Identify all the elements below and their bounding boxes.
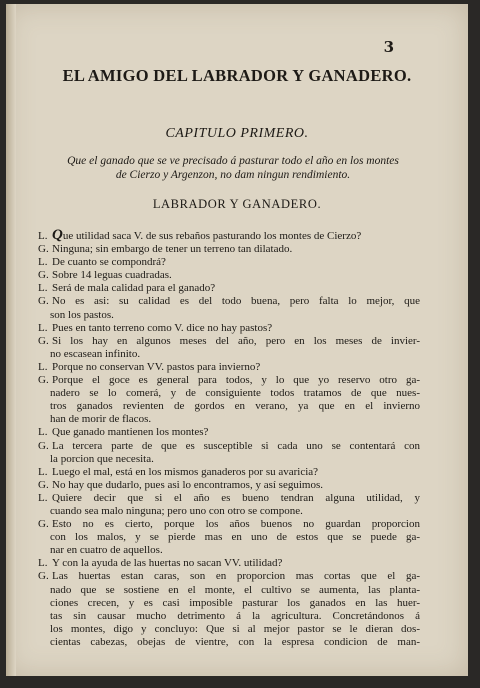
speaker-label: G. — [38, 295, 49, 308]
speaker-label: G. — [38, 570, 49, 583]
dialogue-text: Sobre 14 leguas cuadradas. — [52, 269, 172, 282]
dialogue-line — [38, 453, 420, 466]
book-page — [6, 4, 468, 676]
speaker-label: G. — [38, 439, 49, 452]
dialogue-text: Será de mala calidad para el ganado? — [52, 282, 216, 295]
dialogue-text: Ninguna; sin embargo de tener un terreno tan dilatado. — [52, 243, 293, 256]
dialogue-text: los montes, digo y concluyo: Que si al mejor pastor se le dieran dos- — [50, 622, 420, 635]
dialogue-line — [38, 466, 420, 479]
dialogue-text: Luego el mal, está en los mismos ganaderos por su avaricia? — [52, 465, 319, 478]
dialogue-line — [38, 335, 420, 348]
dialogue-text: Las huertas estan caras, son en proporcion mas cortas que el ga- — [52, 570, 420, 583]
dialogue-text: No es asi: su calidad es del todo buena, pero falta lo mejor, que — [52, 295, 420, 308]
speaker-label: G. — [38, 334, 49, 347]
dialogue-line — [38, 426, 420, 439]
dialogue-text: Esto no es cierto, porque los años buenos no guardan proporcion — [52, 518, 420, 531]
dialogue-line — [38, 531, 420, 544]
dialogue-line — [38, 610, 420, 623]
dialogue-line — [38, 623, 420, 636]
speaker-label: G. — [38, 518, 49, 531]
speaker-label: L. — [38, 321, 48, 334]
dialogue-text: tros ganados revienten de gordos en verano, ya que en el invierno — [50, 400, 420, 413]
dialogue-text: han de morir de flacos. — [50, 413, 152, 426]
dialogue-text: no escasean infinito. — [50, 347, 141, 360]
dialogue-text: Y con la ayuda de las huertas no sacan VV. utilidad? — [52, 557, 283, 570]
chapter-heading: CAPITULO PRIMERO. — [165, 126, 309, 141]
dialogue-text: son los pastos. — [50, 308, 114, 321]
dialogue-text: ciones crecen, y es casi imposible pasturar los ganados en las huer- — [50, 596, 420, 609]
dialogue-line — [38, 505, 420, 518]
dialogue-line — [38, 269, 420, 282]
dialogue-text: cientas cabezas, obejas de vientre, con la espresa condicion de man- — [50, 635, 420, 648]
dialogue-line — [38, 400, 420, 413]
dialogue-text: nar en cuatro de aquellos. — [50, 544, 163, 557]
dialogue-line — [38, 544, 420, 557]
speaker-label: G. — [38, 243, 49, 256]
speaker-label: L. — [38, 491, 48, 504]
dialogue-text: la porcion que necesita. — [50, 452, 154, 465]
dialogue-line — [38, 597, 420, 610]
speaker-label: L. — [38, 282, 48, 295]
dialogue-text: nadero se lo comerá, y de consiguiente todos tratamos de que nues- — [50, 387, 420, 400]
speaker-label: L. — [38, 426, 48, 439]
speaker-label: L. — [38, 360, 48, 373]
dialogue-text: ue utilidad saca V. de sus rebaños pasturando los montes de Cierzo? — [62, 230, 362, 242]
drop-cap: Q — [52, 229, 63, 243]
section-heading: LABRADOR Y GANADERO. — [152, 197, 322, 211]
dialogue-line — [38, 243, 420, 256]
dialogue-text: Pues en tanto terreno como V. dice no hay pastos? — [52, 321, 273, 334]
dialogue-text: Que ganado mantienen los montes? — [52, 426, 209, 439]
speaker-label: G. — [38, 374, 49, 387]
dialogue-text: cuando sea malo ninguna; pero uno con otro se compone. — [50, 504, 303, 517]
dialogue-line — [38, 282, 420, 295]
dialogue-text: con los malos, y se pierde mas en uno de estos que se puede ga- — [50, 531, 420, 544]
chapter-summary — [32, 154, 434, 182]
speaker-label: G. — [38, 478, 49, 491]
page-spine-shadow — [6, 4, 16, 676]
dialogue-line — [38, 440, 420, 453]
page-number: 3 — [383, 38, 394, 56]
dialogue-line — [38, 229, 420, 243]
dialogue-line — [38, 492, 420, 505]
dialogue-text: De cuanto se compondrá? — [52, 256, 166, 269]
dialogue-line — [38, 348, 420, 361]
dialogue-body — [38, 229, 420, 649]
dialogue-line — [38, 570, 420, 583]
speaker-label: L. — [38, 256, 48, 269]
speaker-label: L. — [38, 465, 48, 478]
dialogue-text: Porque el goce es general para todos, y lo que yo reservo otro ga- — [52, 374, 420, 387]
page-title: EL AMIGO DEL LABRADOR Y GANADERO. — [62, 66, 412, 85]
dialogue-line — [38, 557, 420, 570]
dialogue-line — [38, 309, 420, 322]
dialogue-line — [38, 636, 420, 649]
dialogue-line — [38, 295, 420, 308]
speaker-label: L. — [38, 557, 48, 570]
speaker-label: L. — [38, 230, 48, 242]
dialogue-line — [38, 256, 420, 269]
dialogue-text: tas sin causar mucho detrimento á la agricultura. Concretándonos á — [50, 609, 420, 622]
dialogue-text: Si los hay en algunos meses del año, pero en los meses de invier- — [52, 334, 420, 347]
dialogue-line — [38, 584, 420, 597]
chapter-summary-line: Que el ganado que se ve precisado á pasturar todo el año en los montes — [67, 155, 399, 167]
dialogue-line — [38, 518, 420, 531]
chapter-summary-line: de Cierzo y Argenzon, no dam ningun rendimiento. — [115, 169, 351, 181]
dialogue-text: No hay que dudarlo, pues asi lo encontramos, y así seguimos. — [52, 478, 323, 491]
dialogue-line — [38, 413, 420, 426]
dialogue-text: La tercera parte de que es susceptible si cada uno se contentará con — [52, 439, 420, 452]
dialogue-line — [38, 387, 420, 400]
dialogue-line — [38, 374, 420, 387]
dialogue-text: nado que se sostiene en el monte, el cultivo se aumenta, las planta- — [50, 583, 420, 596]
speaker-label: G. — [38, 269, 49, 282]
dialogue-line — [38, 322, 420, 335]
dialogue-line — [38, 479, 420, 492]
dialogue-line — [38, 361, 420, 374]
dialogue-text: Quiere decir que si el año es bueno tendran alguna utilidad, y — [52, 491, 420, 504]
dialogue-text: Porque no conservan VV. pastos para invierno? — [52, 360, 261, 373]
